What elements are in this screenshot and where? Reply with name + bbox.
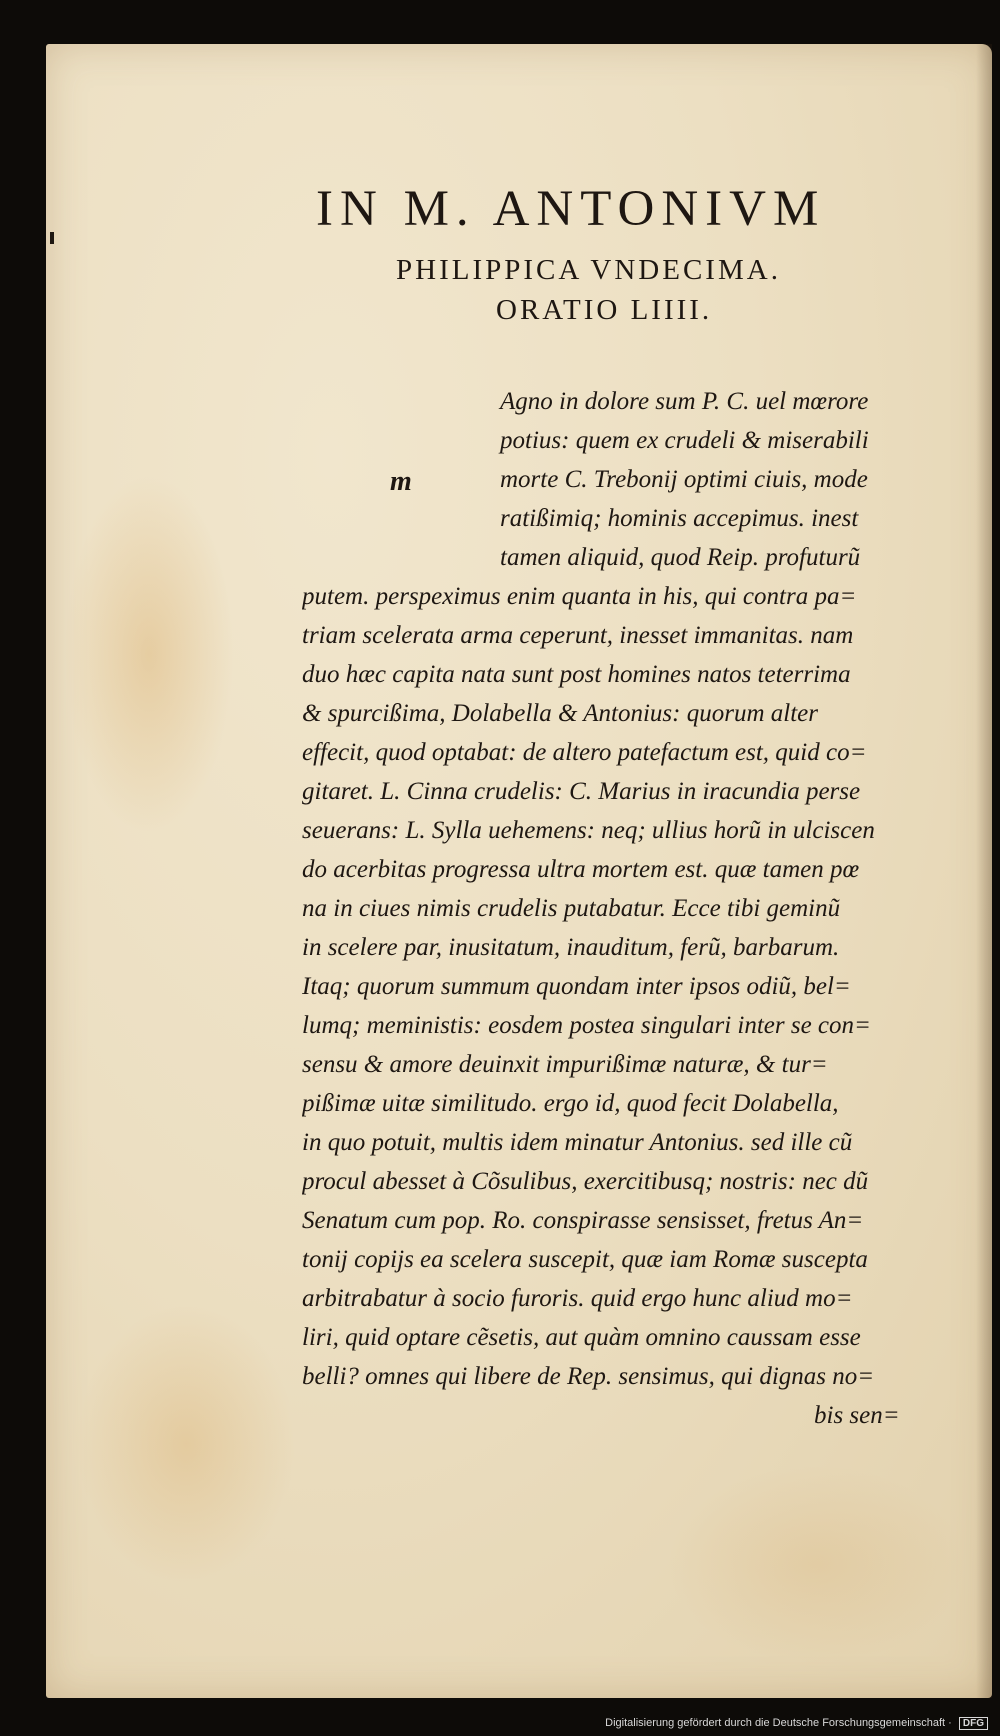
catchword: bis sen=: [814, 1402, 900, 1429]
text-line: liri, quid optare cẽsetis, aut quàm omnino caussam esse: [302, 1324, 861, 1351]
page-edge-shadow: [976, 44, 992, 1698]
text-line: in quo potuit, multis idem minatur Antonius. sed ille cũ: [302, 1129, 853, 1156]
text-line: na in ciues nimis crudelis putabatur. Ecce tibi geminũ: [302, 895, 841, 922]
footer-text: Digitalisierung gefördert durch die Deutsche Forschungsgemeinschaft ·: [605, 1717, 952, 1729]
heading-line-3: ORATIO LIIII.: [496, 294, 713, 326]
dfg-logo: DFG: [959, 1717, 988, 1730]
text-line: arbitrabatur à socio furoris. quid ergo hunc aliud mo=: [302, 1285, 853, 1312]
text-line: tonij copijs ea scelera suscepit, quæ iam Romæ suscepta: [302, 1246, 868, 1273]
funding-footer: [605, 1717, 988, 1730]
text-line: tamen aliquid, quod Reip. profuturũ: [500, 544, 861, 571]
heading-line-2: PHILIPPICA VNDECIMA.: [396, 254, 781, 286]
page-stain: [666, 1464, 966, 1664]
heading-line-1: IN M. ANTONIVM: [316, 181, 826, 237]
text-line: putem. perspeximus enim quanta in his, qui contra pa=: [302, 583, 857, 610]
marginal-note: m: [390, 466, 412, 497]
text-line: duo hæc capita nata sunt post homines natos teterrima: [302, 661, 851, 688]
text-line: ratißimiq; hominis accepimus. inest: [500, 505, 859, 532]
text-line: Agno in dolore sum P. C. uel mœrore: [500, 388, 869, 415]
text-line: seuerans: L. Sylla uehemens: neq; ullius horũ in ulciscen: [302, 817, 875, 844]
body-text: [302, 382, 962, 1435]
text-line: gitaret. L. Cinna crudelis: C. Marius in iracundia perse: [302, 778, 861, 805]
text-line: procul abesset à Cõsulibus, exercitibusq; nostris: nec dũ: [302, 1168, 869, 1195]
text-line: Senatum cum pop. Ro. conspirasse sensisset, fretus An=: [302, 1207, 864, 1234]
text-line: in scelere par, inusitatum, inauditum, ferũ, barbarum.: [302, 934, 840, 961]
text-line: triam scelerata arma ceperunt, inesset immanitas. nam: [302, 622, 854, 649]
margin-mark: [50, 232, 54, 244]
page-stain: [76, 1304, 296, 1584]
text-line: lumq; meministis: eosdem postea singulari inter se con=: [302, 1012, 871, 1039]
text-line: Itaq; quorum summum quondam inter ipsos odiũ, bel=: [302, 973, 851, 1000]
text-line: morte C. Trebonij optimi ciuis, mode: [500, 466, 868, 493]
text-line: & spurcißima, Dolabella & Antonius: quorum alter: [302, 700, 818, 727]
text-line: belli? omnes qui libere de Rep. sensimus, qui dignas no=: [302, 1363, 875, 1390]
text-line: sensu & amore deuinxit impurißimæ naturæ, & tur=: [302, 1051, 828, 1078]
text-line: pißimæ uitæ similitudo. ergo id, quod fecit Dolabella,: [302, 1090, 839, 1117]
text-line: effecit, quod optabat: de altero patefactum est, quid co=: [302, 739, 867, 766]
text-line: do acerbitas progressa ultra mortem est. quæ tamen pœ: [302, 856, 860, 883]
page-stain: [64, 474, 234, 834]
text-line: potius: quem ex crudeli & miserabili: [500, 427, 869, 454]
